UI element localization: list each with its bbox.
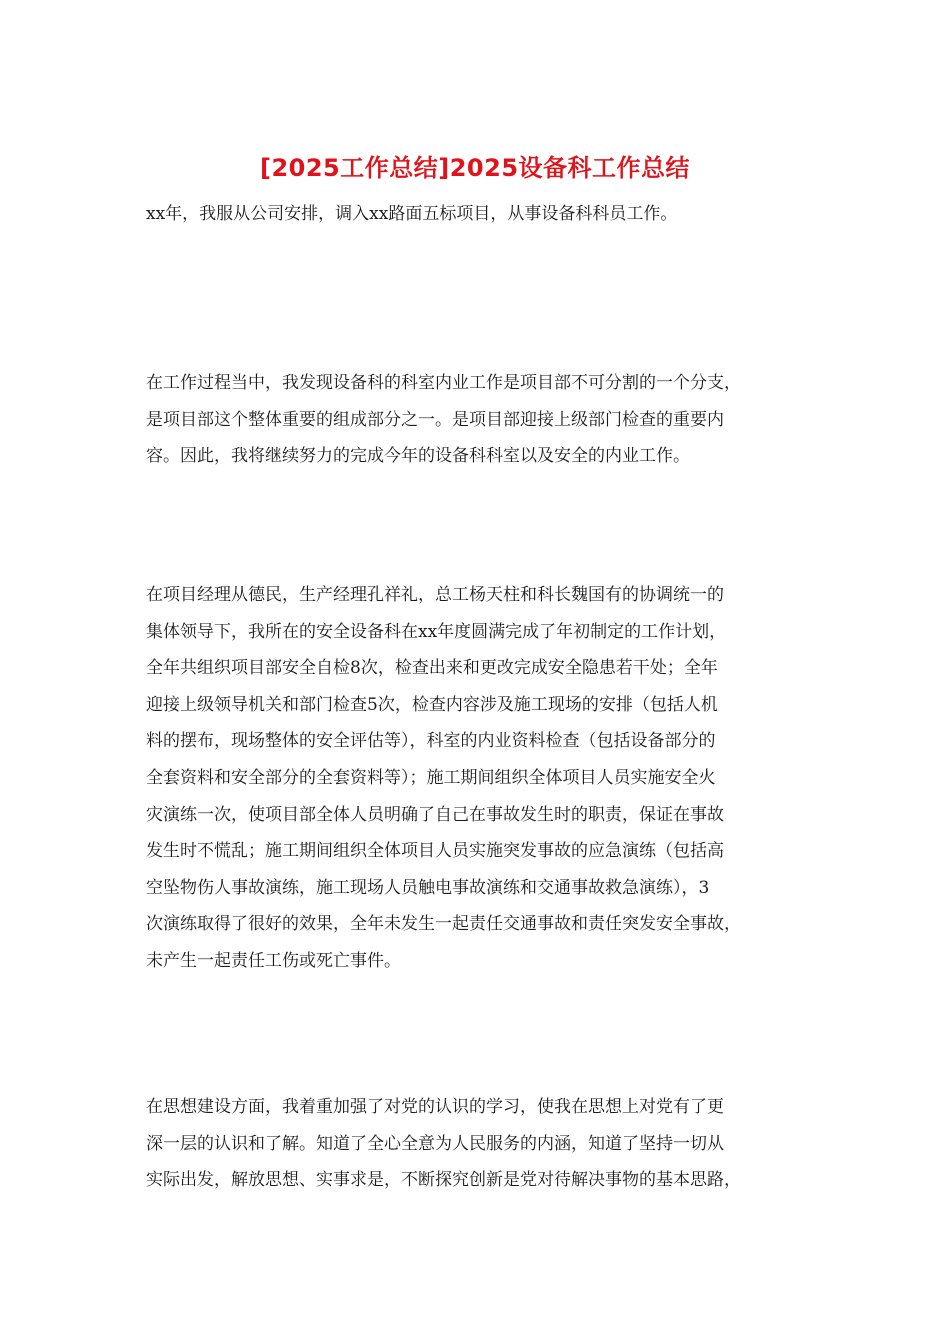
paragraph-ideology <box>146 1089 810 1199</box>
paragraph-line: 容。因此，我将继续努力的完成今年的设备科科室以及安全的内业工作。 <box>146 446 690 467</box>
paragraph-line: 全年共组织项目部安全自检8次，检查出来和更改完成安全隐患若干处；全年 <box>146 658 718 679</box>
paragraph-line: 灾演练一次，使项目部全体人员明确了自己在事故发生时的职责，保证在事故 <box>146 804 724 825</box>
paragraph-line: 在工作过程当中，我发现设备科的科室内业工作是项目部不可分割的一个分支， <box>146 373 741 393</box>
paragraph-line: xx年，我服从公司安排，调入xx路面五标项目，从事设备科科员工作。 <box>146 204 678 224</box>
paragraph-inner-work <box>146 365 810 475</box>
paragraph-line: 在思想建设方面，我着重加强了对党的认识的学习，使我在思想上对党有了更 <box>146 1097 724 1117</box>
paragraph-line: 是项目部这个整体重要的组成部分之一。是项目部迎接上级部门检查的重要内 <box>146 409 724 430</box>
document-title: [2025工作总结]2025设备科工作总结 <box>259 154 691 182</box>
paragraph-line: 深一层的认识和了解。知道了全心全意为人民服务的内涵，知道了坚持一切从 <box>146 1133 724 1154</box>
paragraph-line: 在项目经理从德民，生产经理孔祥礼，总工杨天柱和科长魏国有的协调统一的 <box>146 585 724 605</box>
paragraph-line: 迎接上级领导机关和部门检查5次，检查内容涉及施工现场的安排（包括人机 <box>146 694 718 715</box>
paragraph-line: 未产生一起责任工伤或死亡事件。 <box>146 950 401 971</box>
paragraph-line: 全套资料和安全部分的全套资料等）；施工期间组织全体项目人员实施安全火 <box>146 767 716 788</box>
paragraph-line: 实际出发，解放思想、实事求是，不断探究创新是党对待解决事物的基本思路， <box>146 1170 741 1191</box>
paragraph-line: 发生时不慌乱；施工期间组织全体项目人员实施突发事故的应急演练（包括高 <box>146 841 724 862</box>
paragraph-line: 料的摆布，现场整体的安全评估等），科室的内业资料检查（包括设备部分的 <box>146 731 716 752</box>
paragraph-line: 次演练取得了很好的效果，全年未发生一起责任交通事故和责任突发安全事故， <box>146 914 741 935</box>
paragraph-safety-achievements <box>146 577 810 980</box>
paragraph-intro <box>146 196 810 233</box>
paragraph-line: 集体领导下，我所在的安全设备科在xx年度圆满完成了年初制定的工作计划， <box>146 621 727 642</box>
paragraph-line: 空坠物伤人事故演练，施工现场人员触电事故演练和交通事故救急演练），3 <box>146 877 710 898</box>
